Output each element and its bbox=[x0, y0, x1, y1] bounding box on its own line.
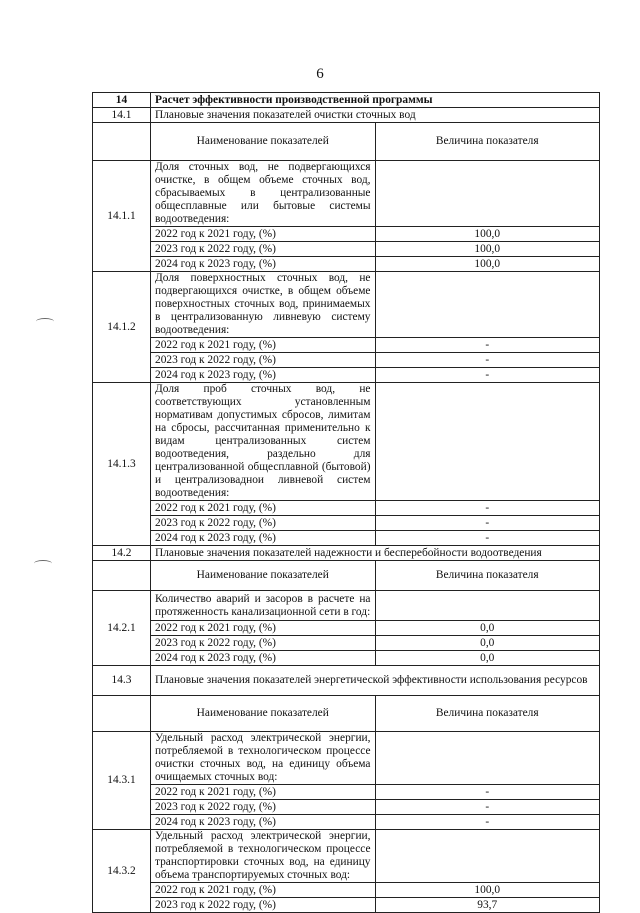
indicator-description: Удельный расход электрической энергии, потребляемой в технологическом процессе транспортировки сточных вод, на единицу объема транспортируемых сточных вод: bbox=[151, 830, 376, 883]
empty-cell bbox=[93, 123, 151, 161]
indicator-value: - bbox=[375, 338, 600, 353]
header-indicator-value: Величина показателя bbox=[375, 696, 600, 732]
empty-cell bbox=[375, 161, 600, 227]
indicator-value: - bbox=[375, 368, 600, 383]
empty-cell bbox=[93, 561, 151, 591]
period-label: 2024 год к 2023 году, (%) bbox=[151, 368, 376, 383]
page-number: 6 bbox=[316, 66, 324, 82]
subsection-row bbox=[93, 666, 600, 696]
section-title: Расчет эффективности производственной программы bbox=[151, 93, 600, 108]
indicator-number: 14.2.1 bbox=[93, 591, 151, 666]
table-row bbox=[93, 516, 600, 531]
period-label: 2022 год к 2021 году, (%) bbox=[151, 785, 376, 800]
subsection-row bbox=[93, 546, 600, 561]
table-row bbox=[93, 353, 600, 368]
table-row bbox=[93, 338, 600, 353]
period-label: 2023 год к 2022 году, (%) bbox=[151, 636, 376, 651]
period-label: 2024 год к 2023 году, (%) bbox=[151, 257, 376, 272]
table-row bbox=[93, 883, 600, 898]
header-indicator-value: Величина показателя bbox=[375, 123, 600, 161]
empty-cell bbox=[375, 272, 600, 338]
section-number: 14 bbox=[93, 93, 151, 108]
header-indicator-name: Наименование показателей bbox=[151, 123, 376, 161]
indicator-description-row bbox=[93, 161, 600, 227]
table-row bbox=[93, 651, 600, 666]
empty-cell bbox=[375, 591, 600, 621]
subsection-title: Плановые значения показателей очистки сточных вод bbox=[151, 108, 600, 123]
table-row bbox=[93, 785, 600, 800]
table-row bbox=[93, 800, 600, 815]
indicator-description-row bbox=[93, 732, 600, 785]
column-header-row bbox=[93, 696, 600, 732]
subsection-title: Плановые значения показателей энергетической эффективности использования ресурсов bbox=[151, 666, 600, 696]
header-indicator-name: Наименование показателей bbox=[151, 561, 376, 591]
empty-cell bbox=[93, 696, 151, 732]
indicator-description: Удельный расход электрической энергии, потребляемой в технологическом процессе очистки сточных вод, на единицу объема очищаемых сточных вод: bbox=[151, 732, 376, 785]
indicator-number: 14.3.2 bbox=[93, 830, 151, 913]
table-row bbox=[93, 531, 600, 546]
indicator-value: 100,0 bbox=[375, 227, 600, 242]
indicator-value: - bbox=[375, 531, 600, 546]
indicator-number: 14.1.1 bbox=[93, 161, 151, 272]
table-row bbox=[93, 227, 600, 242]
indicator-value: 0,0 bbox=[375, 621, 600, 636]
indicator-number: 14.1.2 bbox=[93, 272, 151, 383]
subsection-number: 14.3 bbox=[93, 666, 151, 696]
efficiency-table bbox=[92, 92, 600, 913]
period-label: 2023 год к 2022 году, (%) bbox=[151, 898, 376, 913]
indicator-number: 14.1.3 bbox=[93, 383, 151, 546]
indicator-value: - bbox=[375, 501, 600, 516]
indicator-value: 100,0 bbox=[375, 257, 600, 272]
indicator-value: - bbox=[375, 785, 600, 800]
empty-cell bbox=[375, 732, 600, 785]
indicator-value: - bbox=[375, 516, 600, 531]
period-label: 2023 год к 2022 году, (%) bbox=[151, 800, 376, 815]
subsection-title: Плановые значения показателей надежности и бесперебойности водоотведения bbox=[151, 546, 600, 561]
table-row bbox=[93, 257, 600, 272]
empty-cell bbox=[375, 383, 600, 501]
empty-cell bbox=[375, 830, 600, 883]
table-row bbox=[93, 815, 600, 830]
period-label: 2023 год к 2022 году, (%) bbox=[151, 242, 376, 257]
indicator-value: 93,7 bbox=[375, 898, 600, 913]
period-label: 2023 год к 2022 году, (%) bbox=[151, 353, 376, 368]
indicator-description: Доля проб сточных вод, не соответствующих установленным нормативам допустимых сбросов, лимитам на сбросы, рассчитанная применительно к видам централизованных систем водоотведения, раздельно для централизованной общесплавной (бытовой) и централизоваднои ливневой систем водоотведения: bbox=[151, 383, 376, 501]
indicator-description-row bbox=[93, 830, 600, 883]
period-label: 2024 год к 2023 году, (%) bbox=[151, 531, 376, 546]
indicator-value: - bbox=[375, 815, 600, 830]
period-label: 2022 год к 2021 году, (%) bbox=[151, 501, 376, 516]
indicator-value: 100,0 bbox=[375, 242, 600, 257]
table-row bbox=[93, 636, 600, 651]
subsection-number: 14.2 bbox=[93, 546, 151, 561]
subsection-row bbox=[93, 108, 600, 123]
column-header-row bbox=[93, 123, 600, 161]
indicator-number: 14.3.1 bbox=[93, 732, 151, 830]
section-header-row bbox=[93, 93, 600, 108]
indicator-value: 0,0 bbox=[375, 651, 600, 666]
indicator-description-row bbox=[93, 383, 600, 501]
table-row bbox=[93, 501, 600, 516]
table-row bbox=[93, 242, 600, 257]
binding-hole-mark bbox=[34, 560, 52, 567]
period-label: 2022 год к 2021 году, (%) bbox=[151, 883, 376, 898]
indicator-value: - bbox=[375, 353, 600, 368]
binding-hole-mark bbox=[36, 318, 54, 325]
period-label: 2022 год к 2021 году, (%) bbox=[151, 338, 376, 353]
column-header-row bbox=[93, 561, 600, 591]
period-label: 2024 год к 2023 году, (%) bbox=[151, 651, 376, 666]
period-label: 2024 год к 2023 году, (%) bbox=[151, 815, 376, 830]
indicator-description: Количество аварий и засоров в расчете на протяженность канализационной сети в год: bbox=[151, 591, 376, 621]
table-body bbox=[93, 93, 600, 913]
table-row bbox=[93, 898, 600, 913]
subsection-number: 14.1 bbox=[93, 108, 151, 123]
indicator-value: 0,0 bbox=[375, 636, 600, 651]
header-indicator-value: Величина показателя bbox=[375, 561, 600, 591]
indicator-description: Доля поверхностных сточных вод, не подвергающихся очистке, в общем объеме поверхностных сточных вод, принимаемых в централизованную ливневую систему водоотведения: bbox=[151, 272, 376, 338]
indicator-description: Доля сточных вод, не подвергающихся очистке, в общем объеме сточных вод, сбрасываемых в централизованные общесплавные или бытовые системы водоотведения: bbox=[151, 161, 376, 227]
period-label: 2022 год к 2021 году, (%) bbox=[151, 227, 376, 242]
indicator-value: - bbox=[375, 800, 600, 815]
period-label: 2023 год к 2022 году, (%) bbox=[151, 516, 376, 531]
indicator-description-row bbox=[93, 591, 600, 621]
indicator-value: 100,0 bbox=[375, 883, 600, 898]
header-indicator-name: Наименование показателей bbox=[151, 696, 376, 732]
table-row bbox=[93, 621, 600, 636]
table-row bbox=[93, 368, 600, 383]
period-label: 2022 год к 2021 году, (%) bbox=[151, 621, 376, 636]
indicator-description-row bbox=[93, 272, 600, 338]
